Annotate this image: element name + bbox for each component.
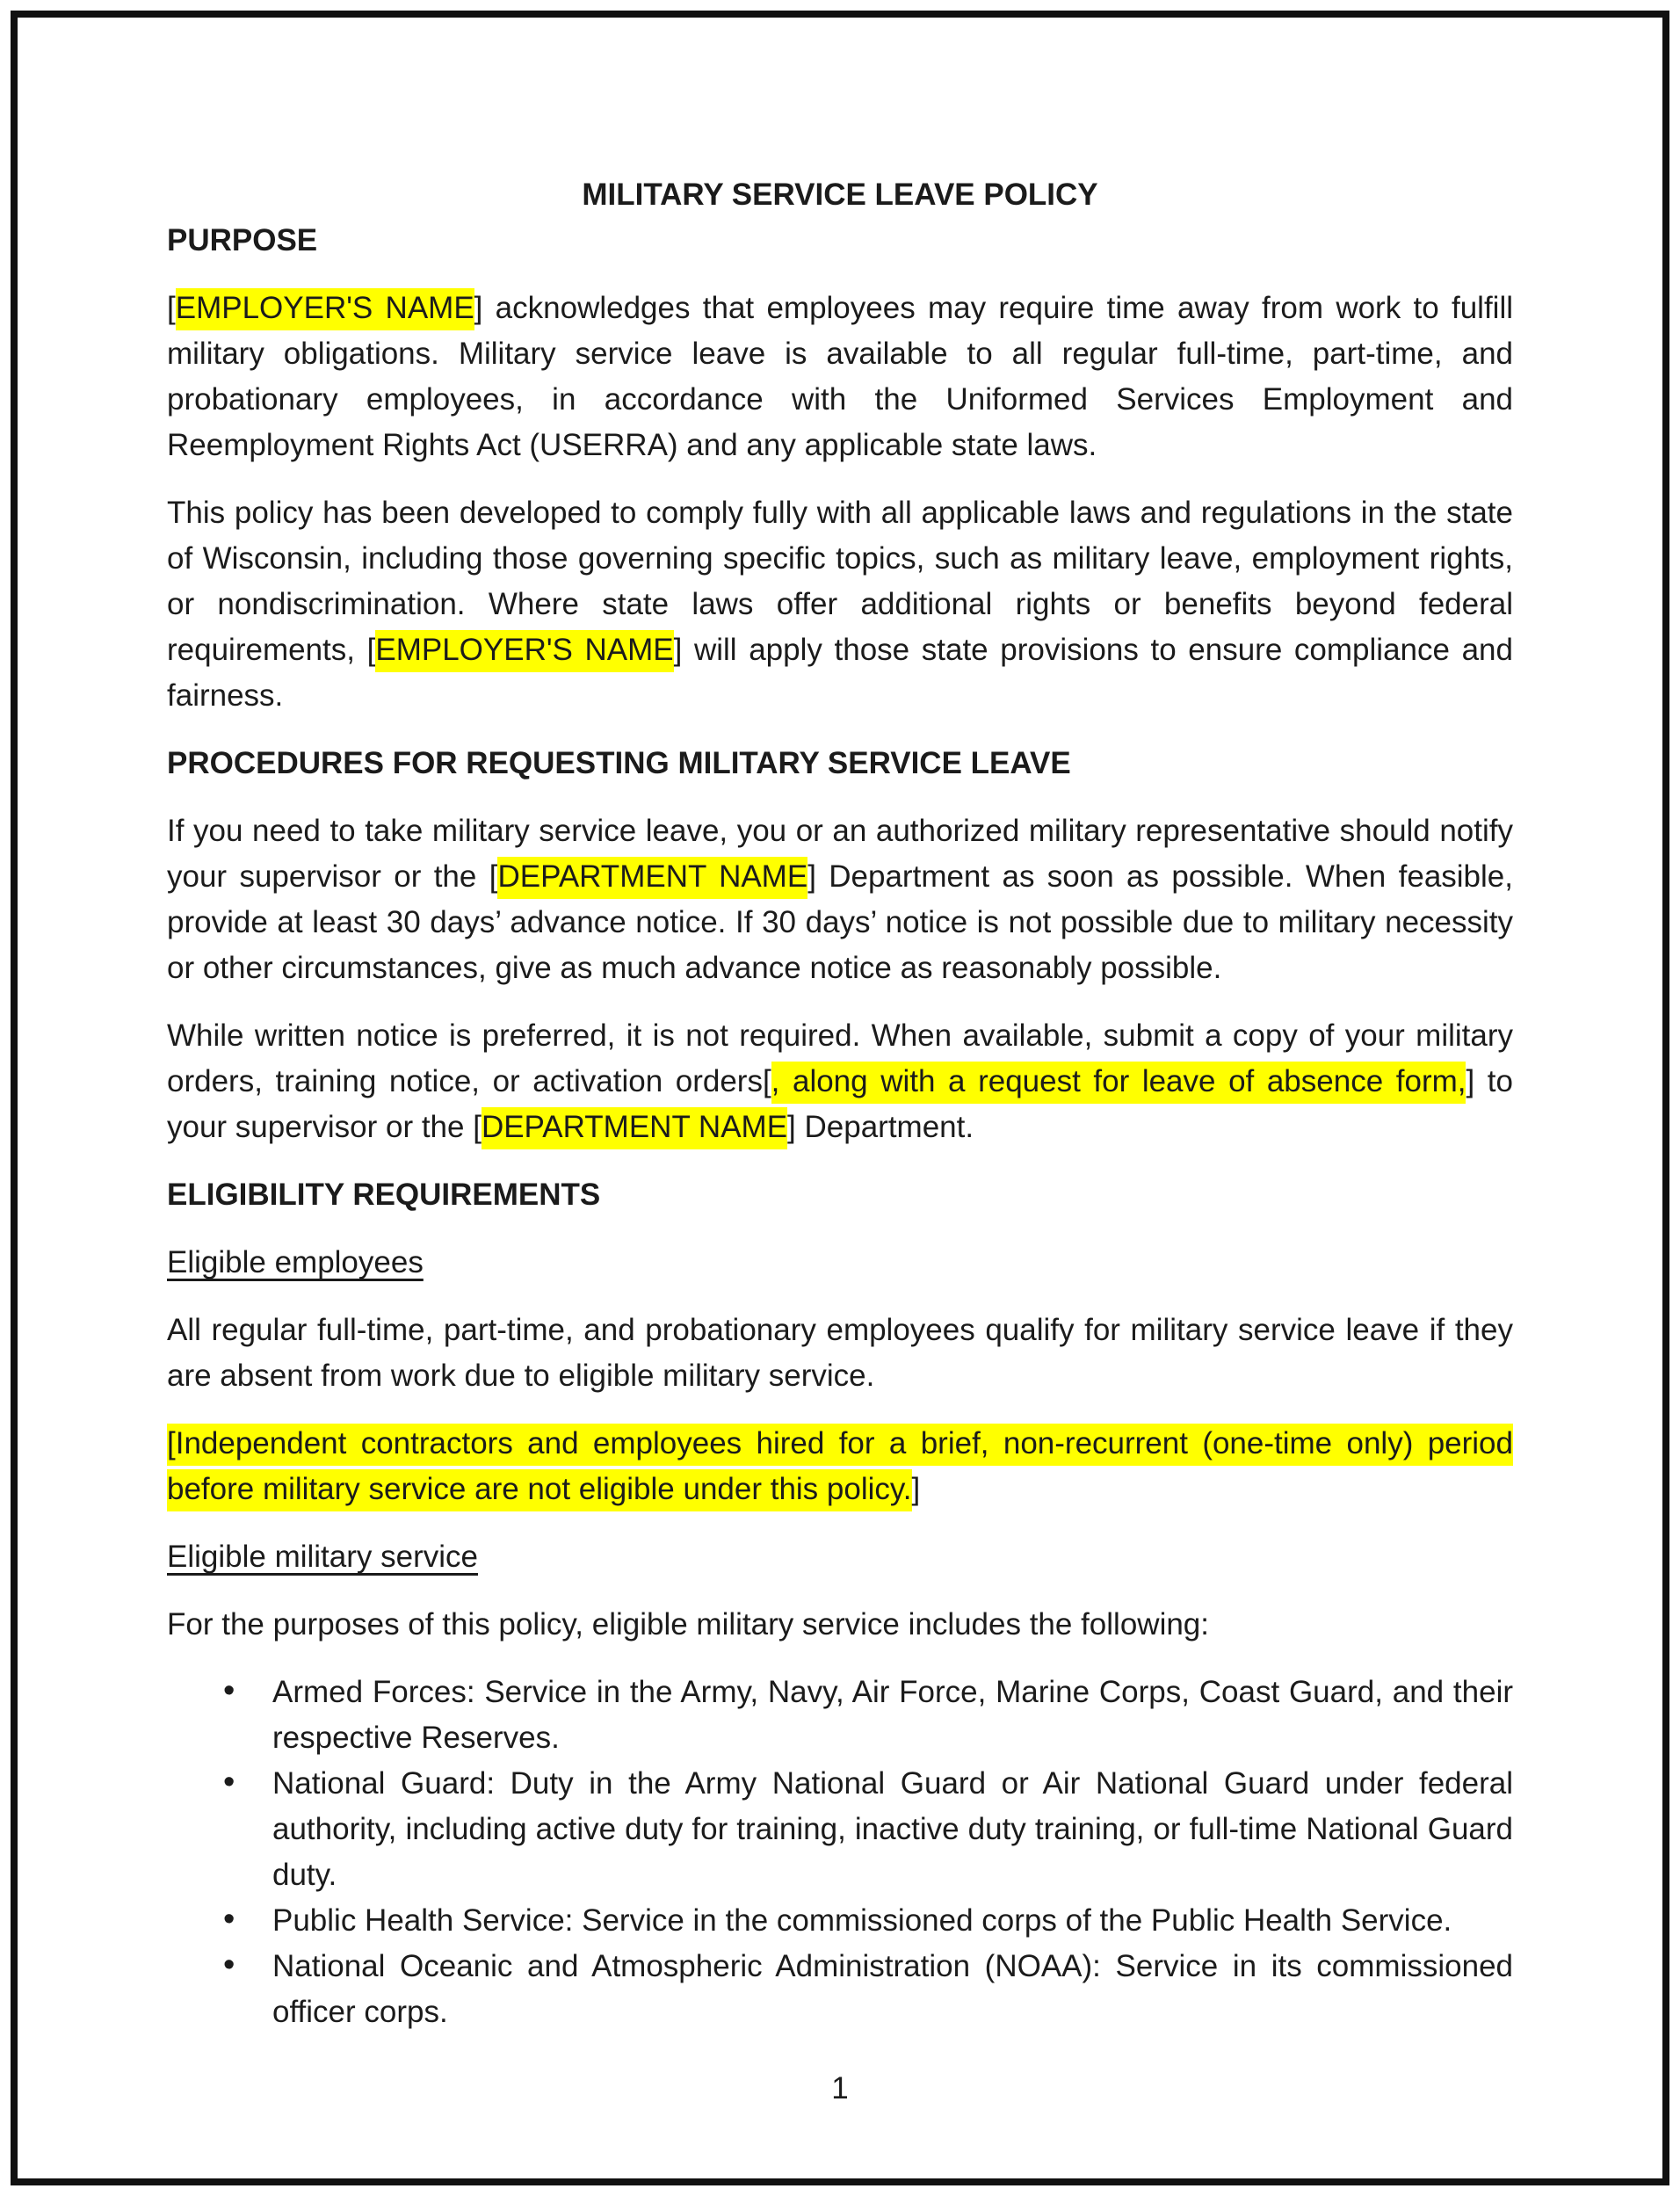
list-item: • Armed Forces: Service in the Army, Navy, Air Force, Marine Corps, Coast Guard, and their respective Reserves. (272, 1670, 1513, 1761)
section-heading: ELIGIBILITY REQUIREMENTS (167, 1178, 601, 1212)
list-item: • Public Health Service: Service in the commissioned corps of the Public Health Service. (272, 1898, 1513, 1944)
highlighted-placeholder-text: , along with a request for leave of absence form, (771, 1062, 1466, 1104)
document-title: MILITARY SERVICE LEAVE POLICY (582, 178, 1098, 212)
section-heading: PROCEDURES FOR REQUESTING MILITARY SERVICE LEAVE (167, 746, 1071, 780)
paragraph: If you need to take military service leave, you or an authorized military representative should notify your supervisor or the [DEPARTMENT NAME] Department as soon as possible. When feasible, provide at least 30 days’ advance notice. If 30 days’ notice is not possible due to military necessity or other circumstances, give as much advance notice as reasonably possible. (167, 814, 1513, 985)
highlighted-placeholder-text: [Independent contractors and employees hired for a brief, non-recurrent (one-time only) period before military service are not eligible under this policy. (167, 1424, 1513, 1511)
paragraph: [EMPLOYER'S NAME] acknowledges that employees may require time away from work to fulfill military obligations. Military service leave is available to all regular full-time, part-time, and probationary employees, in accordance with the Uniformed Services Employment and Reemployment Rights Act (USERRA) and any applicable state laws. (167, 286, 1513, 468)
bullet-icon: • (223, 1672, 235, 1709)
subsection-heading: Eligible military service (167, 1540, 478, 1574)
paragraph: While written notice is preferred, it is not required. When available, submit a copy of your military orders, training notice, or activation orders[, along with a request for leave of absence form,] to your supervisor or the [DEPARTMENT NAME] Department. (167, 1013, 1513, 1150)
section-heading: PURPOSE (167, 223, 318, 257)
page-number: 1 (831, 2071, 849, 2105)
subsection-heading: Eligible employees (167, 1245, 424, 1279)
bullet-icon: • (223, 1901, 235, 1938)
bullet-list (167, 1670, 1513, 2035)
highlighted-placeholder-text: DEPARTMENT NAME (482, 1107, 787, 1149)
document-body (167, 218, 1513, 2035)
highlighted-placeholder-text: EMPLOYER'S NAME (176, 288, 474, 330)
paragraph: For the purposes of this policy, eligible military service includes the following: (167, 1607, 1210, 1642)
list-item: • National Oceanic and Atmospheric Administration (NOAA): Service in its commissioned officer corps. (272, 1944, 1513, 2035)
highlighted-placeholder-text: EMPLOYER'S NAME (375, 630, 673, 672)
bullet-icon: • (223, 1946, 235, 1983)
highlighted-placeholder-text: DEPARTMENT NAME (497, 857, 807, 899)
paragraph: All regular full-time, part-time, and probationary employees qualify for military service leave if they are absent from work due to eligible military service. (167, 1313, 1513, 1393)
paragraph: [Independent contractors and employees hired for a brief, non-recurrent (one-time only) period before military service are not eligible under this policy.] (167, 1421, 1513, 1512)
document-content (167, 172, 1513, 2035)
bullet-icon: • (223, 1764, 235, 1801)
paragraph: This policy has been developed to comply fully with all applicable laws and regulations in the state of Wisconsin, including those governing specific topics, such as military leave, employment rights, or nondiscrimination. Where state laws offer additional rights or benefits beyond federal requirements, [EMPLOYER'S NAME] will apply those state provisions to ensure compliance and fairness. (167, 496, 1513, 713)
list-item: • National Guard: Duty in the Army National Guard or Air National Guard under federal authority, including active duty for training, inactive duty training, or full-time National Guard duty. (272, 1761, 1513, 1898)
